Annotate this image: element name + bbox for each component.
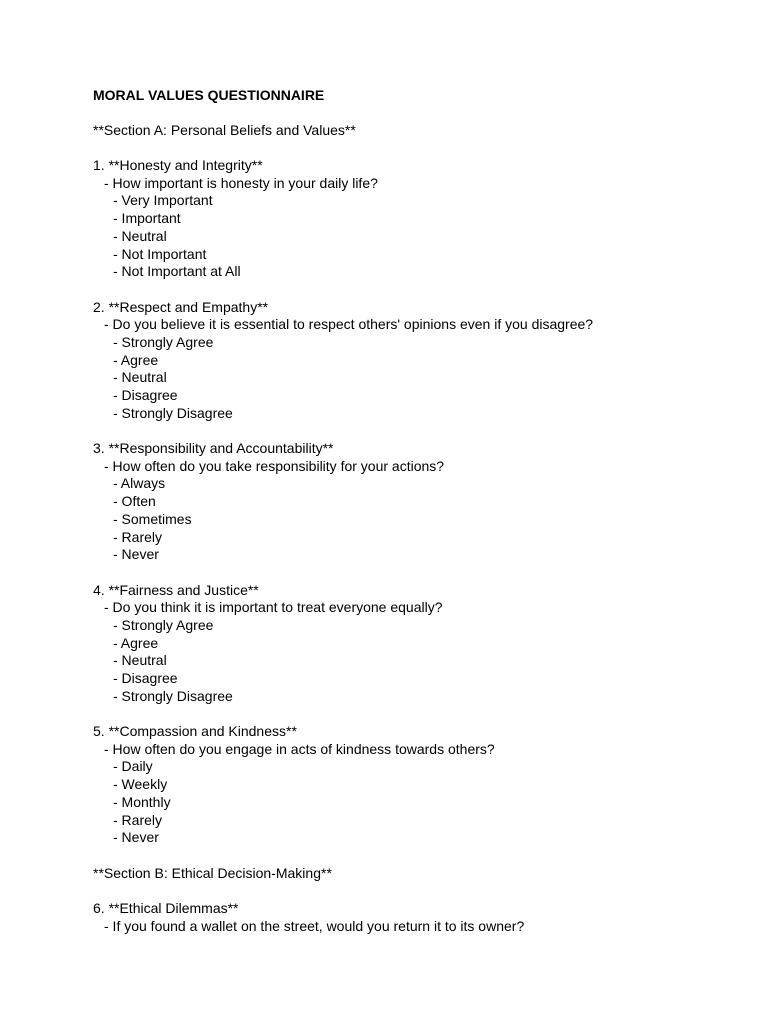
answer-option: - Monthly (113, 793, 171, 810)
answer-option: - Strongly Agree (113, 616, 214, 633)
answer-option: - Strongly Disagree (113, 404, 233, 421)
section-a-heading: **Section A: Personal Beliefs and Values** (93, 121, 356, 138)
question-block (93, 723, 733, 847)
answer-option: - Agree (113, 351, 159, 368)
answer-option: - Neutral (113, 227, 167, 244)
question-text: - How often do you engage in acts of kindness towards others? (104, 740, 495, 757)
answer-option: - Never (113, 546, 159, 563)
answer-option: - Strongly Disagree (113, 687, 233, 704)
answer-option: - Always (113, 475, 166, 492)
question-text: - If you found a wallet on the street, would you return it to its owner? (104, 917, 525, 934)
answer-option: - Not Important at All (113, 263, 241, 280)
answer-option: - Often (113, 493, 156, 510)
question-heading: 1. **Honesty and Integrity** (93, 157, 263, 174)
question-block (93, 157, 733, 281)
question-heading: 2. **Respect and Empathy** (93, 298, 269, 315)
answer-option: - Important (113, 210, 181, 227)
answer-option: - Rarely (113, 811, 163, 828)
answer-option: - Strongly Agree (113, 333, 214, 350)
answer-option: - Disagree (113, 387, 178, 403)
answer-option: - Daily (113, 758, 153, 775)
answer-option: - Neutral (113, 369, 167, 386)
answer-option: - Disagree (113, 670, 178, 686)
document-title: MORAL VALUES QUESTIONNAIRE (93, 87, 325, 103)
question-text: - Do you believe it is essential to respect others' opinions even if you disagree? (104, 316, 594, 333)
question-heading: 4. **Fairness and Justice** (93, 581, 259, 598)
question-text: - How often do you take responsibility for your actions? (104, 457, 445, 474)
question-text: - Do you think it is important to treat everyone equally? (104, 599, 443, 616)
answer-option: - Rarely (113, 528, 163, 545)
answer-option: - Sometimes (113, 510, 192, 527)
answer-option: - Agree (113, 634, 159, 651)
question-heading: 5. **Compassion and Kindness** (93, 723, 297, 740)
answer-option: - Not Important (113, 245, 207, 262)
question-block (93, 440, 733, 564)
answer-option: - Never (113, 829, 159, 846)
answer-option: - Weekly (113, 776, 168, 793)
question-block (93, 582, 733, 706)
question-text: - How important is honesty in your daily life? (104, 174, 378, 191)
question-block (93, 900, 733, 935)
question-heading: 3. **Responsibility and Accountability** (93, 440, 334, 457)
answer-option: - Very Important (113, 192, 213, 209)
document-page (93, 86, 733, 935)
answer-option: - Neutral (113, 652, 167, 669)
question-block (93, 299, 733, 423)
question-heading: 6. **Ethical Dilemmas** (93, 899, 239, 916)
section-b-heading: **Section B: Ethical Decision-Making** (93, 864, 332, 881)
